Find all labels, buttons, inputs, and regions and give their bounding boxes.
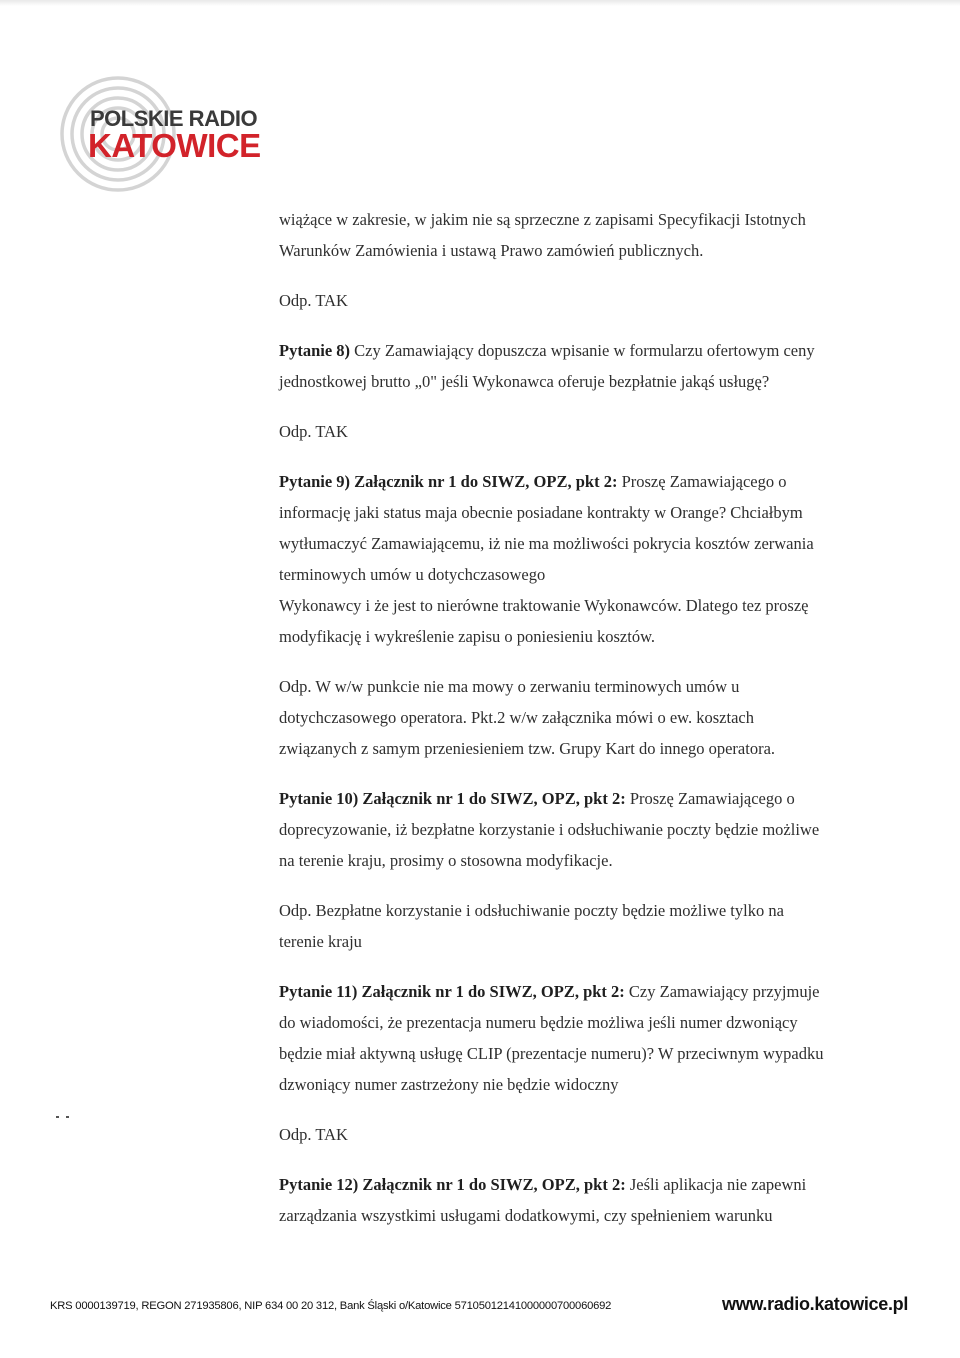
answer-7: Odp. TAK — [279, 291, 348, 310]
question-label: Pytanie 11) Załącznik nr 1 do SIWZ, OPZ, pkt 2: — [279, 982, 625, 1001]
question-11: Pytanie 11) Załącznik nr 1 do SIWZ, OPZ, pkt 2: Czy Zamawiający przyjmuje do wiadomości, że prezentacja numeru będzie możliwa jeśli numer dzwoniący będzie miał aktywną usługę CLIP (prezentacje numeru)? W przeciwnym wypadku dzwoniący numer zastrzeżony nie będzie widoczny — [279, 982, 824, 1094]
question-8: Pytanie 8) Czy Zamawiający dopuszcza wpisanie w formularzu ofertowym ceny jednostkowej brutto „0" jeśli Wykonawca oferuje bezpłatnie jakąś usługę? — [279, 341, 815, 391]
question-label: Pytanie 10) Załącznik nr 1 do SIWZ, OPZ, pkt 2: — [279, 789, 626, 808]
scan-speck — [66, 1116, 69, 1118]
scan-speck — [56, 1116, 59, 1118]
paragraph-continuation: wiążące w zakresie, w jakim nie są sprzeczne z zapisami Specyfikacji Istotnych Warunków Zamówienia i ustawą Prawo zamówień publicznych. — [279, 210, 806, 260]
footer-website: www.radio.katowice.pl — [722, 1294, 909, 1314]
answer-11: Odp. TAK — [279, 1125, 348, 1144]
question-12: Pytanie 12) Załącznik nr 1 do SIWZ, OPZ, pkt 2: Jeśli aplikacja nie zapewni zarządzania wszystkimi usługami dodatkowymi, czy spełnieniem warunku — [279, 1175, 807, 1225]
scan-edge — [0, 0, 960, 6]
footer-registry-info: KRS 0000139719, REGON 271935806, NIP 634 00 20 312, Bank Śląski o/Katowice 57105012141000000700060692 — [50, 1300, 612, 1312]
question-label: Pytanie 9) Załącznik nr 1 do SIWZ, OPZ, pkt 2: — [279, 472, 618, 491]
logo-text-katowice: KATOWICE — [88, 127, 261, 164]
question-9: Pytanie 9) Załącznik nr 1 do SIWZ, OPZ, pkt 2: Proszę Zamawiającego o informację jaki status maja obecnie posiadane kontrakty w Orange? Chciałbym wytłumaczyć Zamawiającemu, iż nie ma możliwości pokrycia kosztów zerwania terminowych umów u dotychczasowego Wykonawcy i że jest to nierówne traktowanie Wykonawców. Dlatego tez proszę modyfikację i wykreślenie zapisu o poniesieniu kosztów. — [279, 472, 814, 646]
answer-10: Odp. Bezpłatne korzystanie i odsłuchiwanie poczty będzie możliwe tylko na terenie kraju — [279, 901, 784, 951]
answer-8: Odp. TAK — [279, 422, 348, 441]
question-10: Pytanie 10) Załącznik nr 1 do SIWZ, OPZ, pkt 2: Proszę Zamawiającego o doprecyzowanie, iż bezpłatne korzystanie i odsłuchiwanie poczty będzie możliwe na terenie kraju, prosimy o stosowna modyfikacje. — [279, 789, 820, 870]
question-label: Pytanie 8) — [279, 341, 351, 360]
question-label: Pytanie 12) Załącznik nr 1 do SIWZ, OPZ, pkt 2: — [279, 1175, 626, 1194]
polskie-radio-katowice-logo — [56, 72, 296, 197]
answer-9: Odp. W w/w punkcie nie ma mowy o zerwaniu terminowych umów u dotychczasowego operatora. Pkt.2 w/w załącznika mówi o ew. kosztach związanych z samym przeniesieniem tzw. Grupy Kart do innego operatora. — [279, 677, 776, 758]
document-body — [279, 204, 870, 1250]
logo-text-polskie-radio: POLSKIE RADIO — [90, 106, 258, 131]
